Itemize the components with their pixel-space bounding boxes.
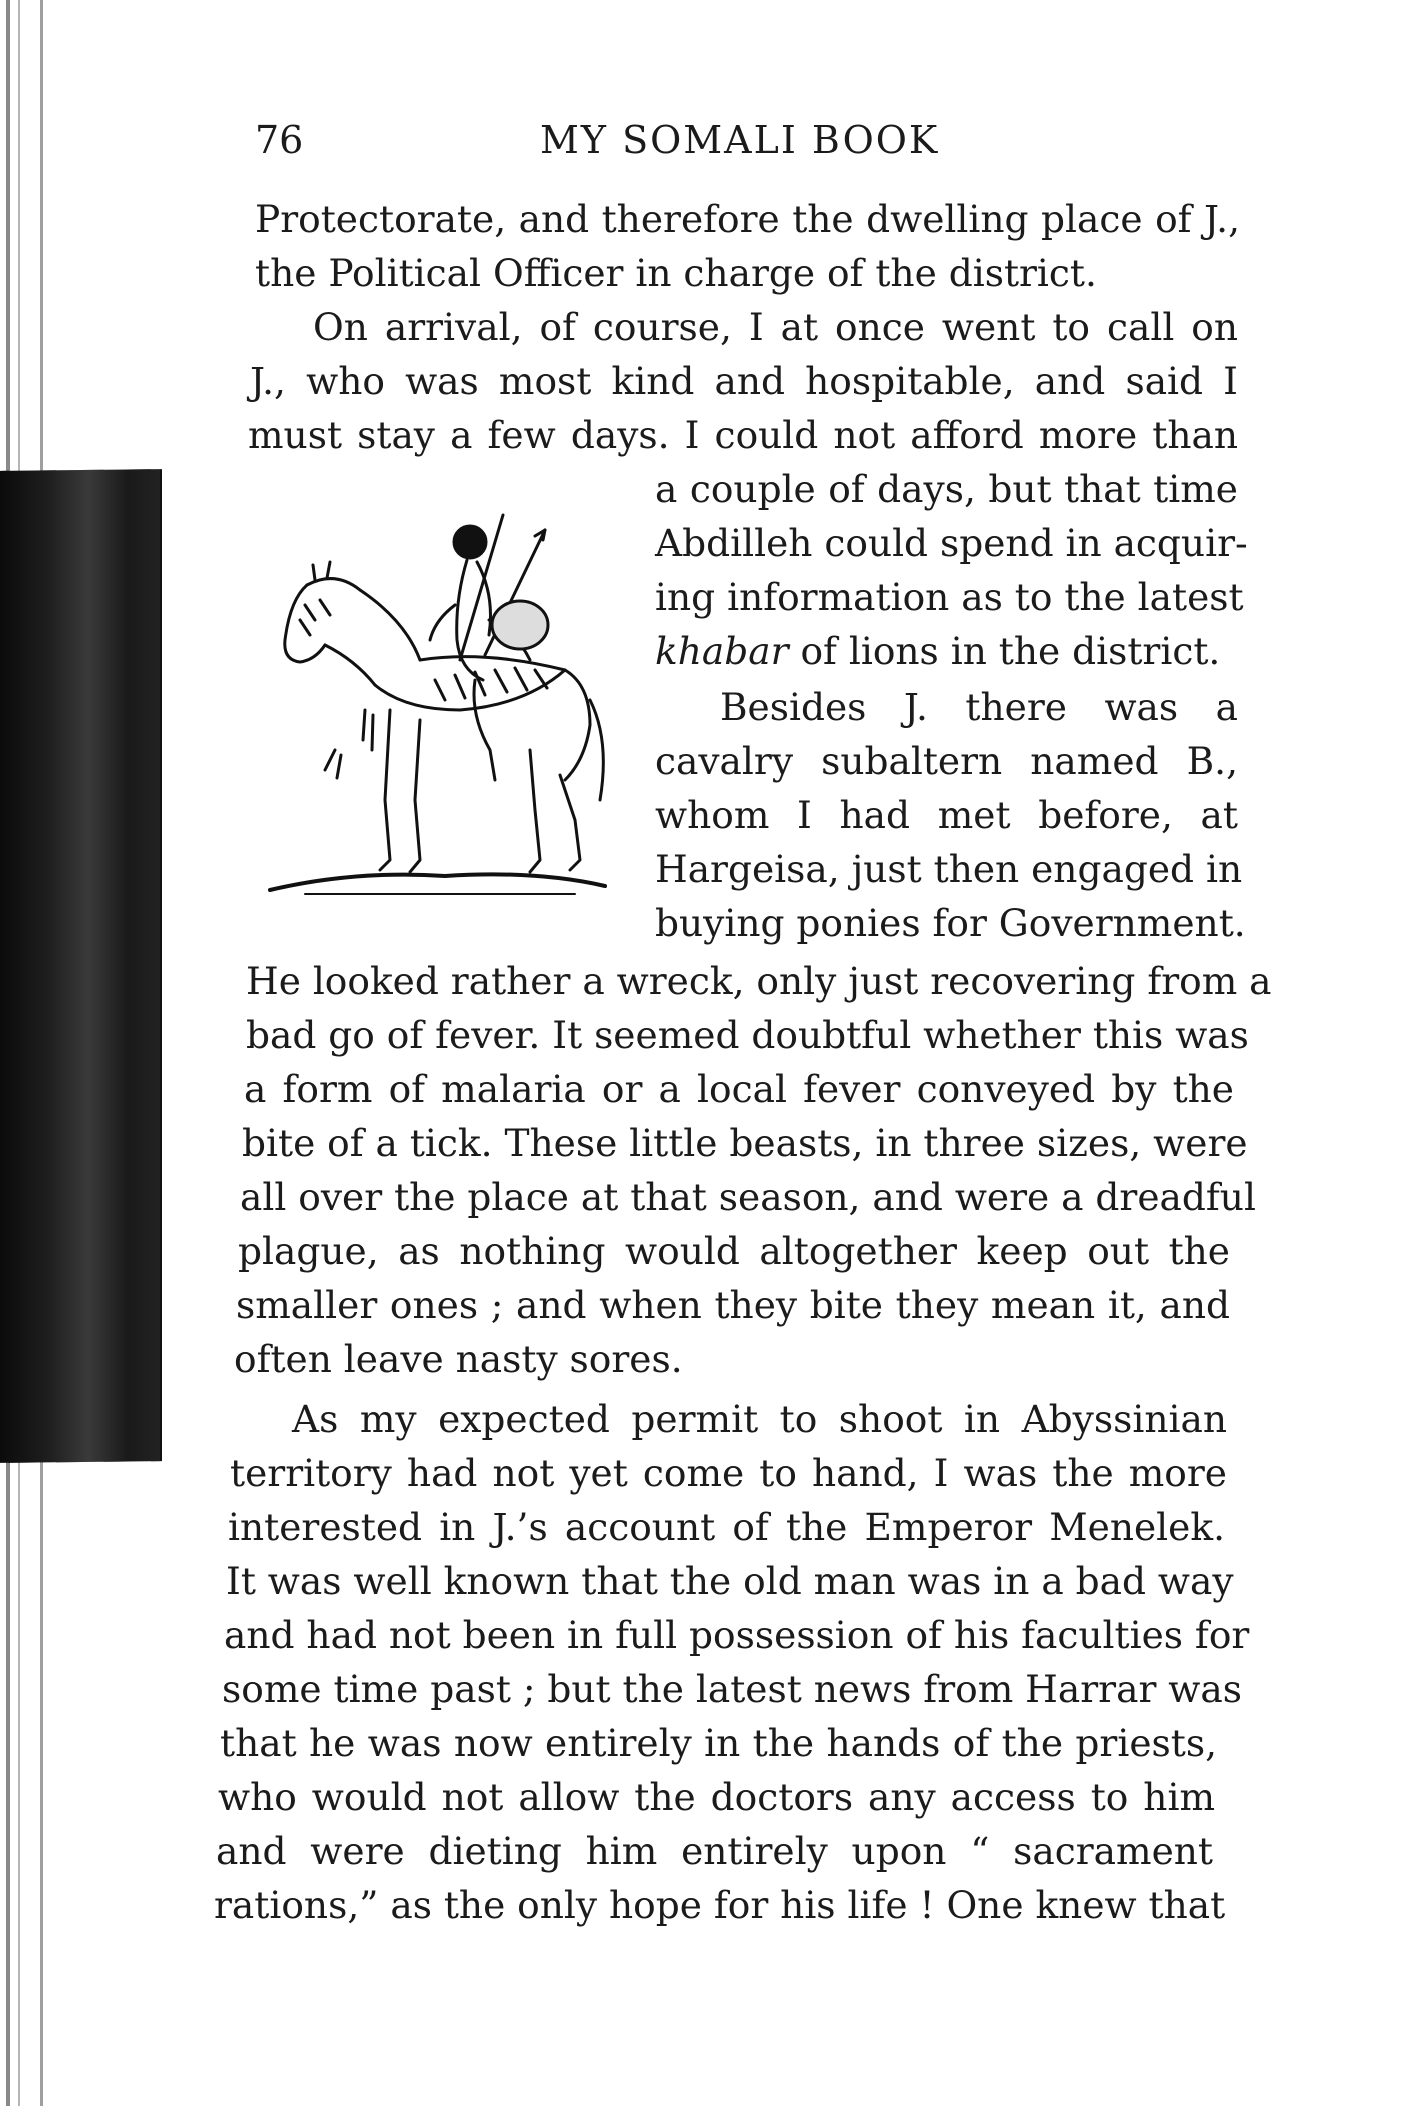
text-line: cavalry subaltern named B., (655, 739, 1238, 783)
text-line: ing information as to the latest (655, 575, 1244, 619)
text-line: He looked rather a wreck, only just recovering from a (246, 959, 1272, 1003)
page-header (255, 118, 1245, 178)
text-line: It was well known that the old man was in a bad way (226, 1559, 1234, 1603)
italic-word: khabar (655, 629, 789, 673)
text-line: a form of malaria or a local fever conveyed by the (244, 1067, 1234, 1111)
text-line: Abdilleh could spend in acquir- (655, 521, 1248, 565)
text-line: bite of a tick. These little beasts, in three sizes, were (242, 1121, 1248, 1165)
text-line: a couple of days, but that time (655, 467, 1238, 511)
text-line: all over the place at that season, and were a dreadful (240, 1175, 1256, 1219)
text-line: who would not allow the doctors any access to him (218, 1775, 1215, 1819)
text-line: bad go of fever. It seemed doubtful whether this was (246, 1013, 1249, 1057)
text-line: Besides J. there was a (720, 685, 1238, 729)
text-line: and were dieting him entirely upon “ sacrament (216, 1829, 1213, 1873)
text-line: that he was now entirely in the hands of the priests, (220, 1721, 1217, 1765)
text-line: buying ponies for Government. (655, 901, 1246, 945)
text-line: must stay a few days. I could not afford more than (248, 413, 1238, 457)
text-line: Protectorate, and therefore the dwelling place of J., (255, 197, 1240, 241)
text-line: J., who was most kind and hospitable, and said I (250, 359, 1238, 403)
page-number: 76 (255, 118, 304, 162)
text-line: plague, as nothing would altogether keep out the (238, 1229, 1230, 1273)
bookmark-strip (0, 469, 160, 1463)
text-line: some time past ; but the latest news from Harrar was (222, 1667, 1242, 1711)
text-line: Hargeisa, just then engaged in (655, 847, 1243, 891)
text-line: territory had not yet come to hand, I was the more (230, 1451, 1227, 1495)
text-line: smaller ones ; and when they bite they mean it, and (236, 1283, 1230, 1327)
horseman-on-pony-illustration (245, 510, 625, 910)
text-line: whom I had met before, at (655, 793, 1238, 837)
text-line: often leave nasty sores. (234, 1337, 683, 1381)
text-line (655, 625, 1238, 677)
running-head: MY SOMALI BOOK (540, 118, 940, 162)
text-line: rations,” as the only hope for his life ! One knew that (214, 1883, 1226, 1927)
text-line: interested in J.’s account of the Emperor Menelek. (228, 1505, 1225, 1549)
text-line-rest: of lions in the district. (800, 629, 1221, 673)
text-line: On arrival, of course, I at once went to call on (313, 305, 1238, 349)
text-line: As my expected permit to shoot in Abyssinian (292, 1397, 1227, 1441)
horseman-icon (245, 510, 625, 910)
text-line: and had not been in full possession of his faculties for (224, 1613, 1250, 1657)
text-line: the Political Officer in charge of the district. (255, 251, 1097, 295)
